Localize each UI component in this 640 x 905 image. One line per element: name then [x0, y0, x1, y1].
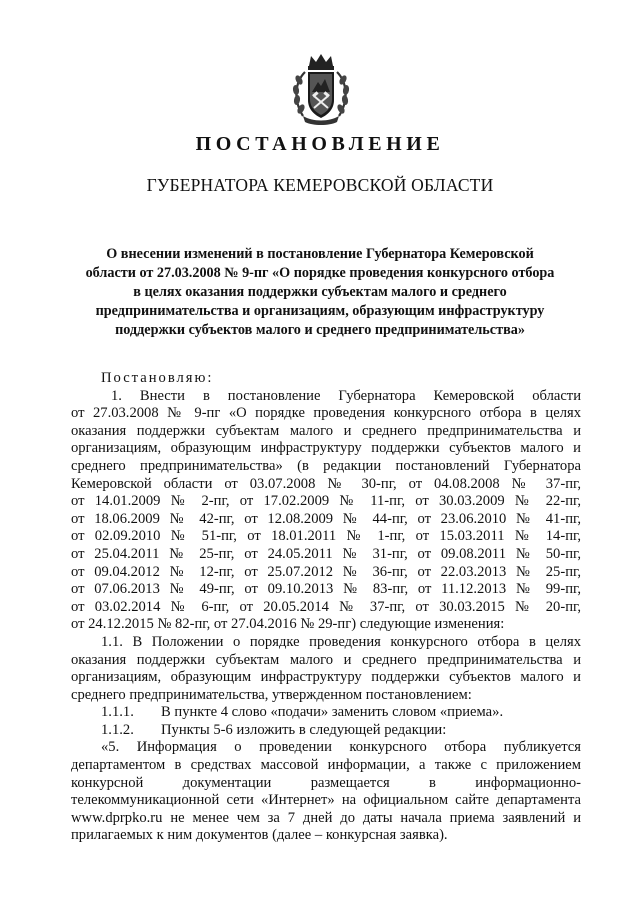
document-heading: [70, 245, 570, 340]
quote-line: конкурсной документации размещается в информационно-: [71, 774, 581, 791]
document-issuer: ГУБЕРНАТОРА КЕМЕРОВСКОЙ ОБЛАСТИ: [146, 175, 494, 195]
paragraph-1-1-line: 1.1. В Положении о порядке проведения конкурсного отбора в целях: [101, 633, 581, 650]
paragraph-1-line: Кемеровской области от 03.07.2008 № 30-пг, от 04.08.2008 № 37-пг,: [71, 475, 581, 492]
heading-line: предпринимательства и организациям, образующим инфраструктуру: [95, 303, 545, 319]
paragraph-1-1-line: оказания поддержки субъектам малого и среднего предпринимательства и: [71, 651, 581, 668]
paragraph-1-1-line: среднего предпринимательства, утвержденном постановлением:: [71, 686, 472, 703]
quote-line: «5. Информация о проведении конкурсного отбора публикуется: [101, 739, 581, 756]
item-1-1-1: [71, 704, 581, 722]
paragraph-1-line: оказания поддержки субъектам малого и среднего предпринимательства и: [71, 422, 581, 439]
paragraph-1-line: 1. Внести в постановление Губернатора Кемеровской области: [111, 387, 581, 404]
paragraph-1-line: от 25.04.2011 № 25-пг, от 24.05.2011 № 31-пг, от 09.08.2011 № 50-пг,: [71, 545, 581, 562]
item-text: В пункте 4 слово «подачи» заменить словом «приема».: [161, 704, 504, 721]
item-number: 1.1.2.: [101, 721, 134, 738]
paragraph-1-line: от 07.06.2013 № 49-пг, от 09.10.2013 № 83-пг, от 11.12.2013 № 99-пг,: [71, 581, 581, 598]
document-type-title: ПОСТАНОВЛЕНИЕ: [195, 133, 445, 155]
paragraph-1-line: от 14.01.2009 № 2-пг, от 17.02.2009 № 11-пг, от 30.03.2009 № 22-пг,: [71, 493, 581, 510]
paragraph-1-line: от 02.09.2010 № 51-пг, от 18.01.2011 № 1-пг, от 15.03.2011 № 14-пг,: [71, 528, 581, 545]
paragraph-1-line: от 24.12.2015 № 82-пг, от 27.04.2016 № 29-пг) следующие изменения:: [71, 616, 505, 633]
document-body: [71, 370, 581, 845]
heading-line: О внесении изменений в постановление Губернатора Кемеровской: [106, 246, 534, 262]
paragraph-1-line: организациям, образующим инфраструктуру поддержки субъектов малого и: [71, 440, 581, 457]
paragraph-1-1-line: организациям, образующим инфраструктуру поддержки субъектов малого и: [71, 669, 581, 686]
paragraph-1-line: от 09.04.2012 № 12-пг, от 25.07.2012 № 36-пг, от 22.03.2013 № 25-пг,: [71, 563, 581, 580]
heading-line: в целях оказания поддержки субъектам малого и среднего: [133, 284, 507, 300]
paragraph-1-line: среднего предпринимательства» (в редакции постановлений Губернатора: [71, 457, 581, 474]
coat-of-arms-icon: [289, 52, 353, 126]
item-text: Пункты 5-6 изложить в следующей редакции:: [161, 721, 447, 738]
item-number: 1.1.1.: [101, 704, 134, 721]
quote-line: прилагаемых к ним документов (далее – конкурсная заявка).: [71, 827, 448, 844]
paragraph-1-line: от 03.02.2014 № 6-пг, от 20.05.2014 № 37-пг, от 30.03.2015 № 20-пг,: [71, 598, 581, 615]
heading-line: области от 27.03.2008 № 9-пг «О порядке проведения конкурсного отбора: [85, 265, 555, 281]
paragraph-1-line: от 27.03.2008 № 9-пг «О порядке проведения конкурсного отбора в целях: [71, 405, 581, 422]
quote-line: телекоммуникационной сети «Интернет» на официальном сайте департамента: [71, 792, 581, 809]
item-1-1-2: [71, 722, 581, 740]
quote-line: департаментом в средствах массовой информации, а также с приложением: [71, 757, 581, 774]
heading-line: поддержки субъектов малого и среднего предпринимательства»: [115, 322, 525, 338]
paragraph-1-line: от 18.06.2009 № 42-пг, от 12.08.2009 № 44-пг, от 23.06.2010 № 41-пг,: [71, 510, 581, 527]
resolve-word: Постановляю:: [101, 370, 214, 386]
quote-line: www.dprpko.ru не менее чем за 7 дней до даты начала приема заявлений и: [71, 809, 581, 826]
